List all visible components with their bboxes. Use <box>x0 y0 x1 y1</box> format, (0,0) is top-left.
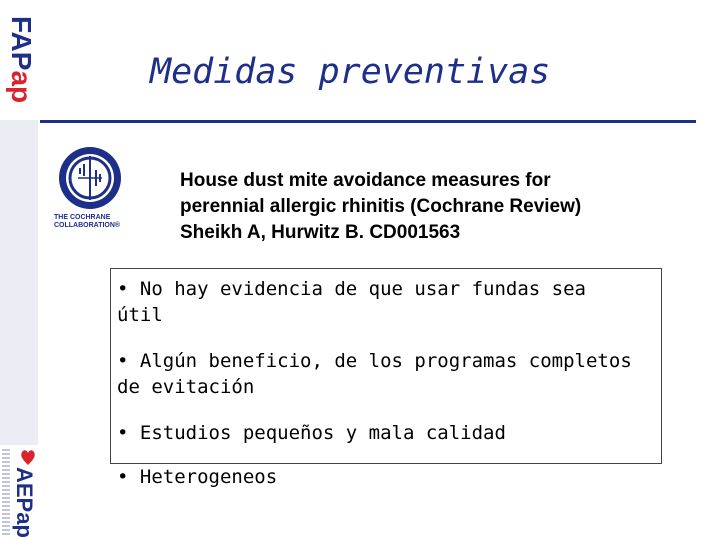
point-line: • Heterogeneos <box>117 466 278 488</box>
review-line: Sheikh A, Hurwitz B. CD001563 <box>180 222 461 243</box>
sidebar <box>0 0 38 540</box>
point-line: • Estudios pequeños y mala calidad <box>117 422 506 444</box>
slide-title: Medidas preventivas <box>150 52 551 92</box>
sidebar-band <box>0 120 38 445</box>
point-item <box>117 276 647 328</box>
aepap-logo-text: AEPap <box>12 467 37 538</box>
point-line: • No hay evidencia de que usar fundas sea <box>117 278 586 300</box>
cochrane-text-line2: COLLABORATION® <box>54 222 121 229</box>
title-rule <box>40 120 696 123</box>
fapap-logo-part2: ap <box>6 70 37 104</box>
fapap-logo-text <box>6 16 36 103</box>
cochrane-emblem-icon <box>56 146 126 212</box>
point-item <box>117 348 647 400</box>
cochrane-text-line1: THE COCHRANE <box>54 214 111 221</box>
point-line: • Algún beneficio, de los programas completos <box>117 350 632 372</box>
aepap-heart-icon <box>20 447 36 467</box>
fapap-logo-part1: FAP <box>6 16 37 71</box>
review-line: perennial allergic rhinitis (Cochrane Review) <box>180 196 582 217</box>
point-line: de evitación <box>117 376 255 398</box>
review-citation <box>180 168 700 246</box>
point-item <box>117 464 647 490</box>
fapap-logo <box>2 16 36 116</box>
cochrane-logo-text <box>54 214 150 230</box>
point-line: útil <box>117 304 163 326</box>
aepap-logo <box>2 445 36 537</box>
review-line: House dust mite avoidance measures for <box>180 170 551 191</box>
aepap-small-print <box>2 449 10 535</box>
point-item <box>117 420 647 446</box>
cochrane-logo <box>54 146 150 236</box>
